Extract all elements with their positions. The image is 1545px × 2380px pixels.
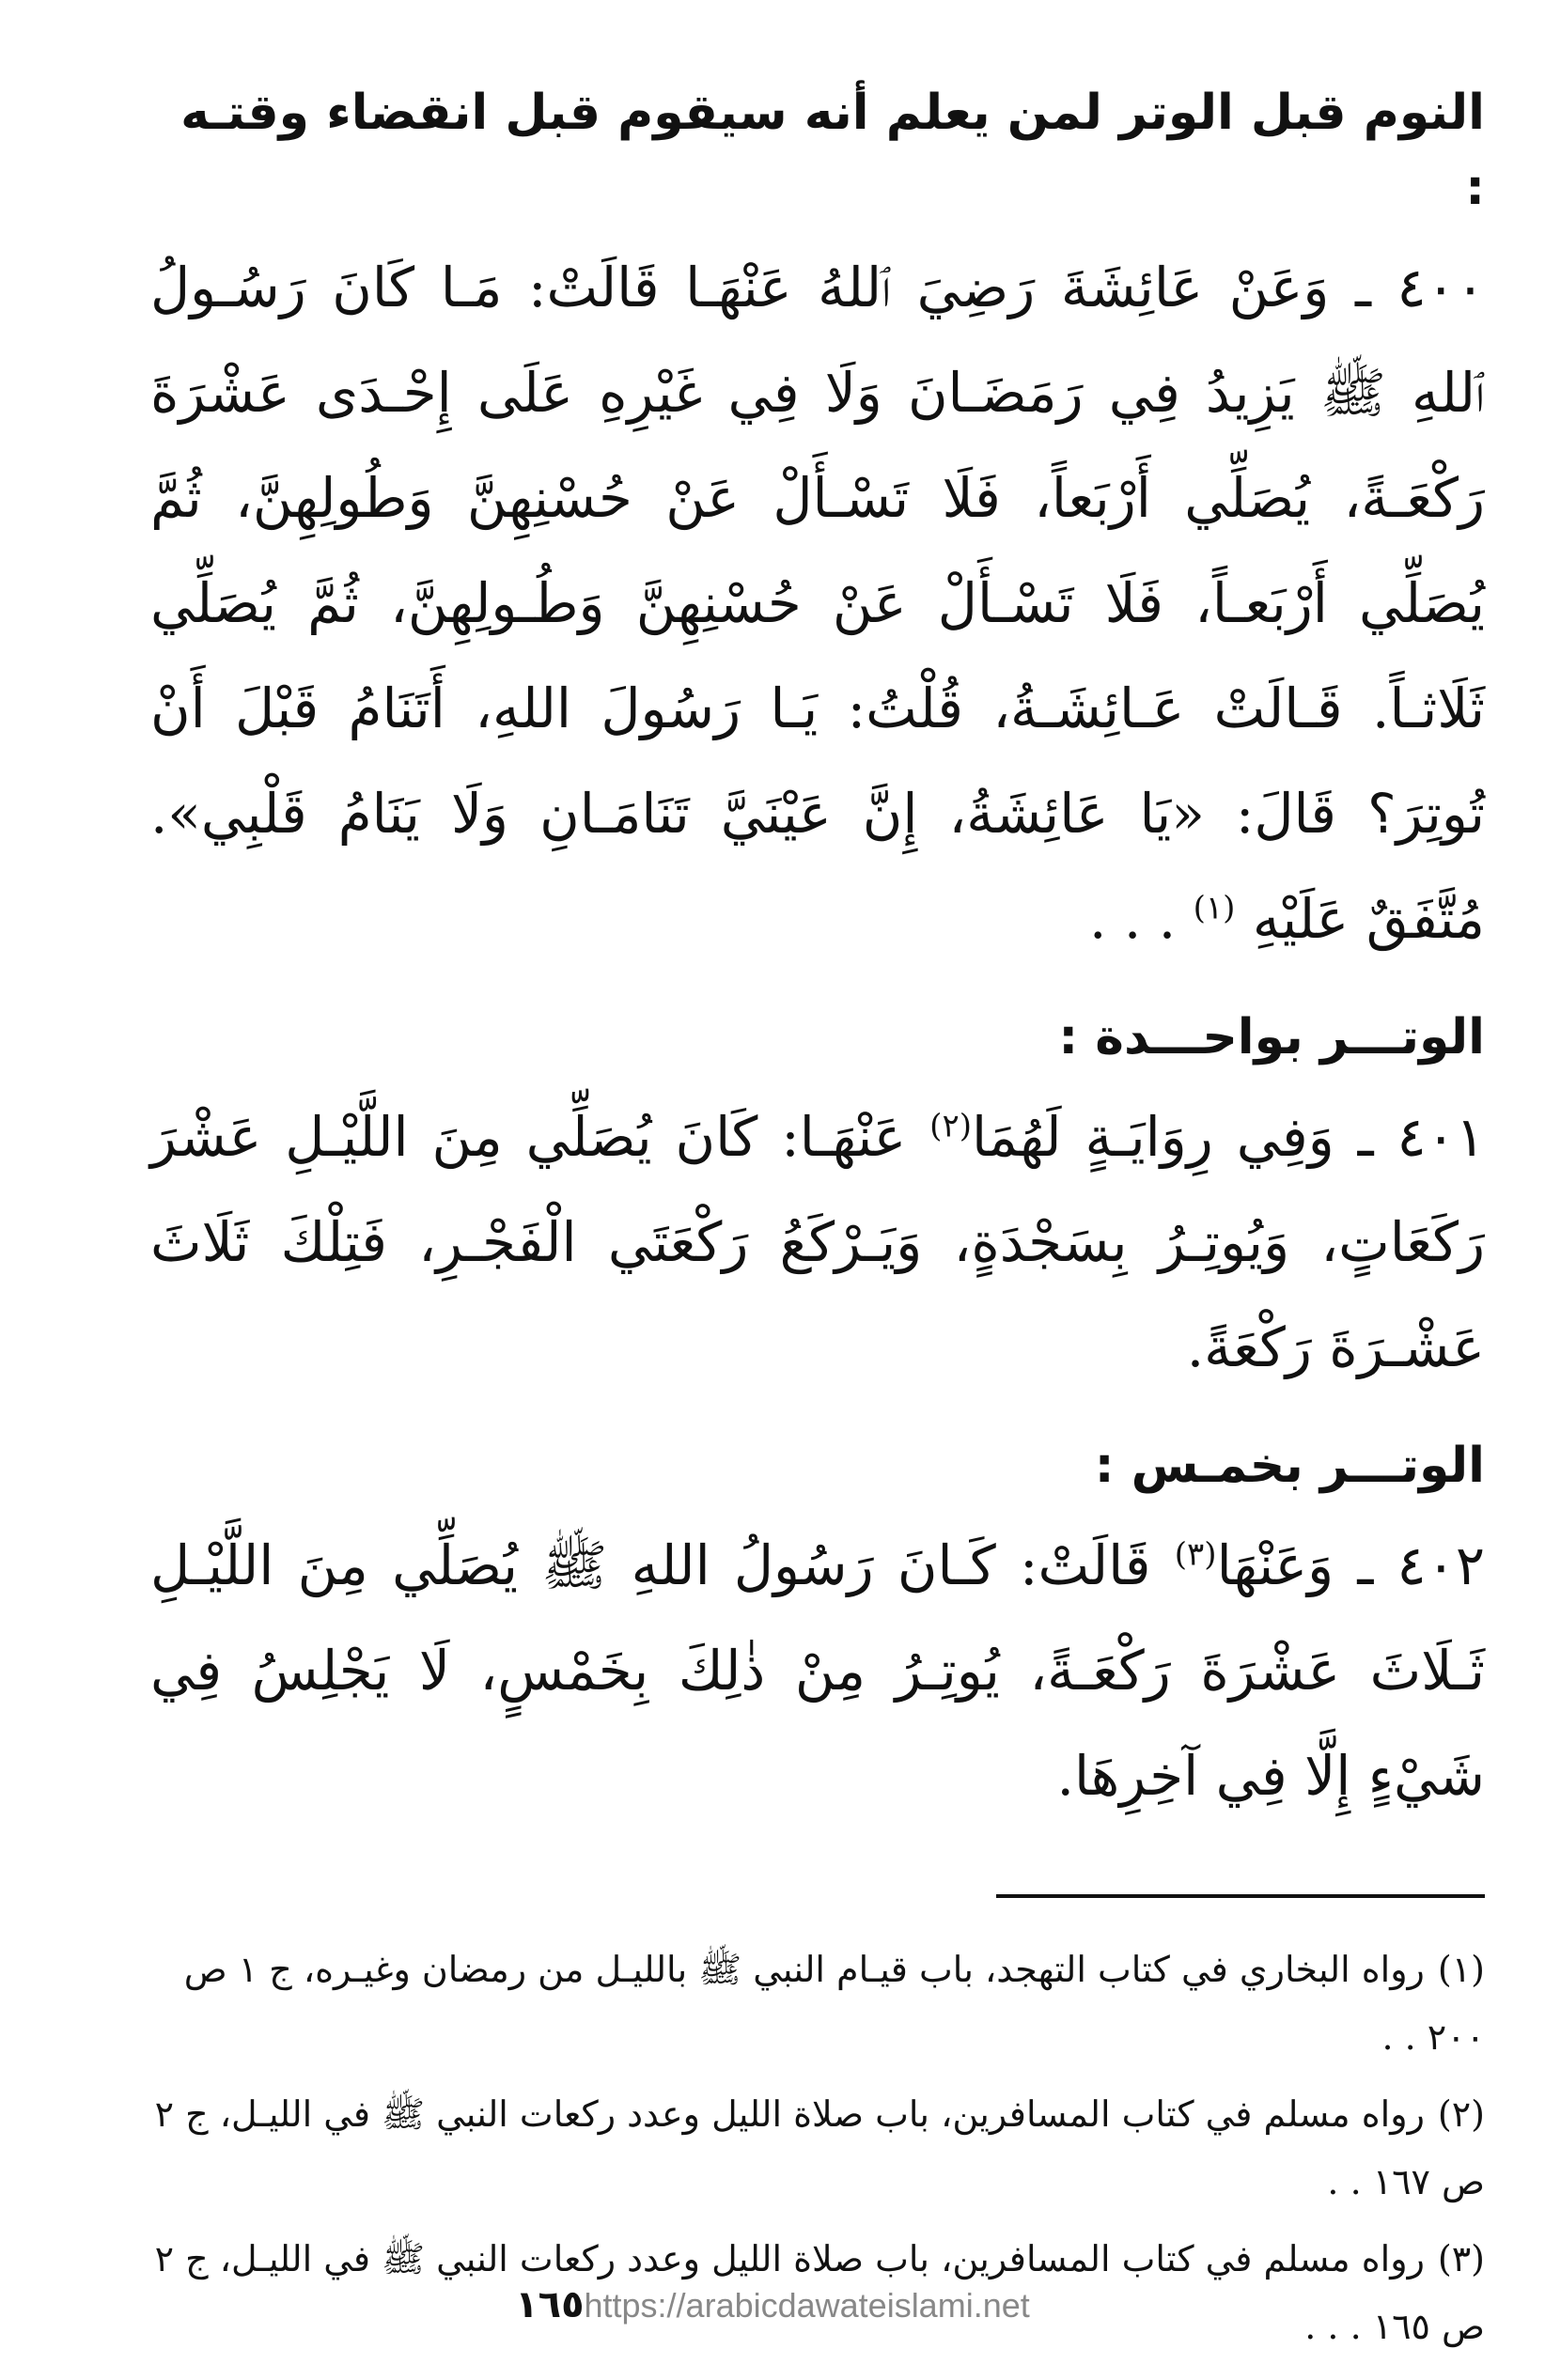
footnote-1 xyxy=(150,1936,1485,2071)
footnote-number: (٣) xyxy=(1437,2238,1485,2279)
footnote-ref-1[interactable]: (١) xyxy=(1193,889,1236,927)
footnote-text: رواه مسلم في كتاب المسافرين، باب صلاة الليل وعدد ركعات النبي ﷺ في الليـل، ج ٢ ص ١٦٧ . . xyxy=(154,2093,1485,2202)
hadith-tail: . . . xyxy=(1089,887,1177,951)
page-number: ١٦٥ xyxy=(515,2283,585,2326)
watermark-url[interactable]: https://arabicdawateislami.net xyxy=(584,2286,1030,2325)
section-sleep-before-witr xyxy=(150,75,1485,972)
hadith-text: ٤٠٠ ـ وَعَنْ عَائِشَةَ رَضِيَ ٱللهُ عَنْهَـا قَالَتْ: مَـا كَانَ رَسُـولُ ٱللهِ ﷺ يَزِيدُ فِي رَمَضَـانَ وَلَا فِي غَيْرِهِ عَلَى إِحْـدَى عَشْرَةَ رَكْعَـةً، يُصَلِّي أَرْبَعاً، فَلَا تَسْـأَلْ عَنْ حُسْنِهِنَّ وَطُولِهِنَّ، ثُمَّ يُصَلِّي أَرْبَعـاً، فَلَا تَسْـأَلْ عَنْ حُسْنِهِنَّ وَطُـولِهِنَّ، ثُمَّ يُصَلِّي ثَلَاثـاً. قَـالَتْ عَـائِشَـةُ، قُلْتُ: يَـا رَسُولَ اللهِ، أَتَنَامُ قَبْلَ أَنْ تُوتِرَ؟ قَالَ: «يَا عَائِشَةُ، إِنَّ عَيْنَيَّ تَنَامَـانِ وَلَا يَنَامُ قَلْبِي». مُتَّفَقٌ عَلَيْهِ xyxy=(150,256,1485,951)
section-witr-five xyxy=(150,1428,1485,1828)
hadith-400 xyxy=(150,235,1485,972)
footnote-text: رواه البخاري في كتاب التهجد، باب قيـام النبي ﷺ بالليـل من رمضان وغيـره، ج ١ ص ٢٠٠ . . xyxy=(183,1949,1485,2058)
hadith-text-after: عَنْهَـا: كَانَ يُصَلِّي مِنَ اللَّيْـلِ عَشْرَ رَكَعَاتٍ، وَيُوتِـرُ بِسَجْدَةٍ، وَيَـرْكَعُ رَكْعَتَي الْفَجْـرِ، فَتِلْكَ ثَلَاثَ عَشْـرَةَ رَكْعَةً. xyxy=(150,1105,1485,1379)
page-footer xyxy=(0,2283,1545,2340)
hadith-401 xyxy=(150,1084,1485,1400)
section-heading: النوم قبل الوتر لمن يعلم أنه سيقوم قبل انقضاء وقتـه : xyxy=(180,85,1485,216)
document-page xyxy=(150,75,1485,2370)
hadith-text-before: ٤٠١ ـ وَفِي رِوَايَـةٍ لَهُمَا xyxy=(971,1105,1485,1169)
hadith-402 xyxy=(150,1513,1485,1828)
footnote-divider xyxy=(996,1894,1485,1898)
footnote-number: (٢) xyxy=(1437,2093,1485,2135)
footnote-ref-3[interactable]: (٣) xyxy=(1174,1535,1217,1574)
section-heading: الوتـــر بخمـس : xyxy=(1094,1438,1485,1494)
hadith-text-after: قَالَتْ: كَـانَ رَسُولُ اللهِ ﷺ يُصَلِّي مِنَ اللَّيْـلِ ثَـلَاثَ عَشْرَةَ رَكْعَـةً، يُوتِـرُ مِنْ ذٰلِكَ بِخَمْسٍ، لَا يَجْلِسُ فِي شَيْءٍ إِلَّا فِي آخِرِهَا. xyxy=(150,1533,1485,1808)
footnote-number: (١) xyxy=(1437,1949,1485,1990)
hadith-text-before: ٤٠٢ ـ وَعَنْهَا xyxy=(1216,1533,1486,1597)
footnote-2 xyxy=(150,2080,1485,2216)
footnote-ref-2[interactable]: (٢) xyxy=(929,1107,972,1145)
footnote-text: رواه مسلم في كتاب المسافرين، باب صلاة الليل وعدد ركعات النبي ﷺ في الليـل، ج ٢ ص ١٦٥ . . . xyxy=(154,2238,1485,2347)
section-witr-one xyxy=(150,1000,1485,1400)
section-heading: الوتـــر بواحـــدة : xyxy=(1058,1009,1485,1066)
